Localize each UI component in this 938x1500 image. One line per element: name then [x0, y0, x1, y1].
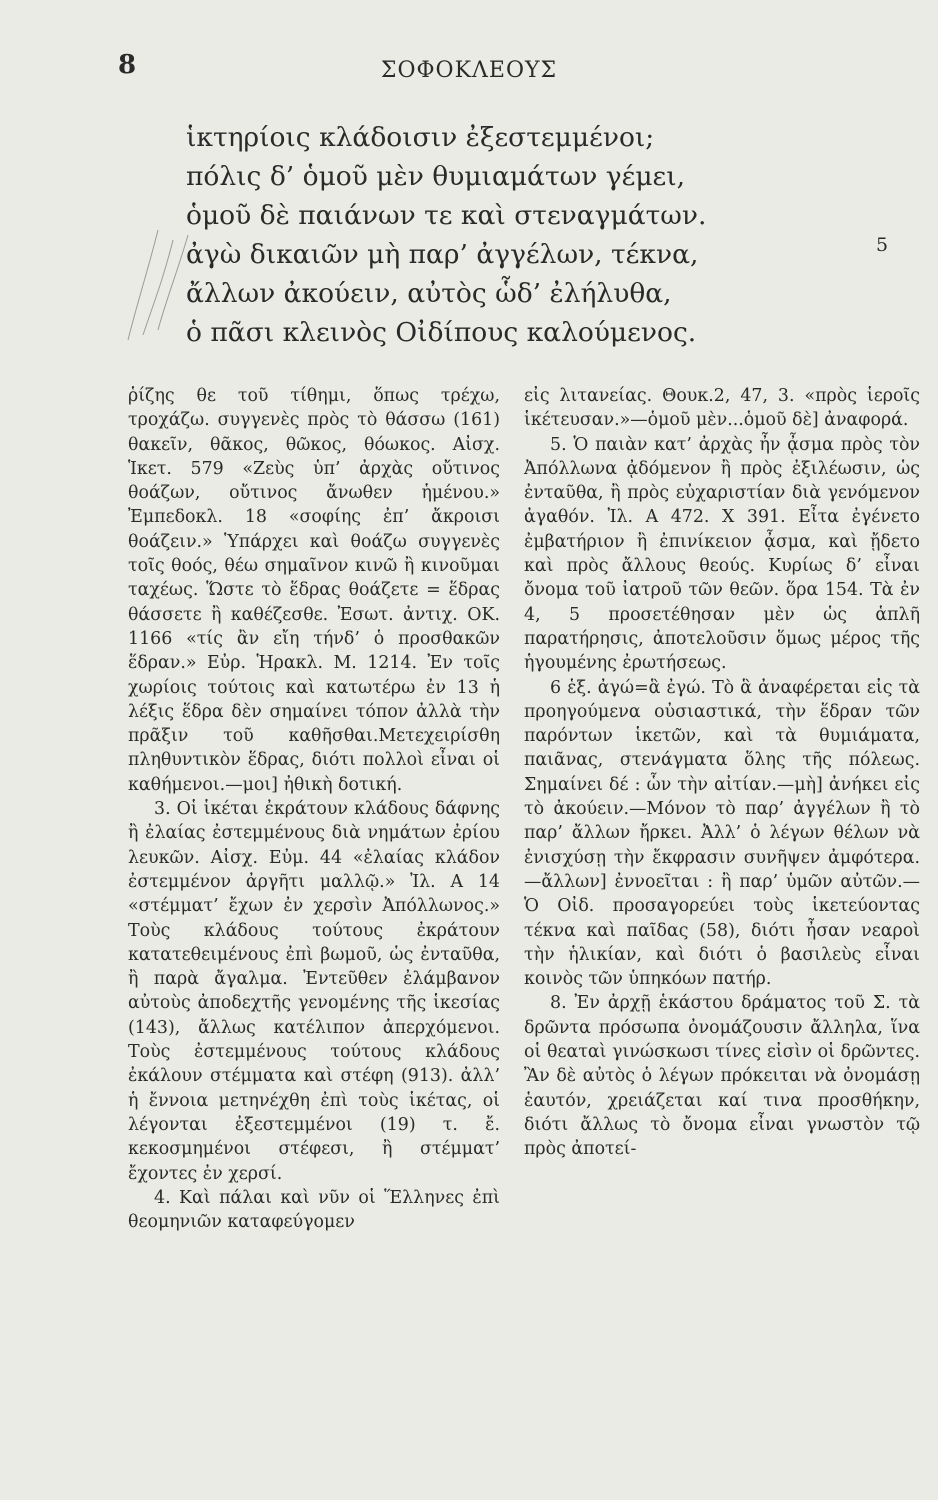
commentary-right-column: [524, 384, 920, 1162]
commentary-left-column: [128, 384, 500, 1234]
page-number: 8: [118, 50, 137, 80]
commentary-paragraph: 5. Ὁ παιὰν κατ’ ἀρχὰς ἦν ᾆσμα πρὸς τὸν Ἀπόλλωνα ᾀδόμενον ἢ πρὸς ἐξιλέωσιν, ὡς ἐνταῦθα, ἢ πρὸς εὐχαριστίαν διὰ γενόμενον ἀγαθόν. Ἰλ. Α 472. Χ 391. Εἶτα ἐγένετο ἐμβατήριον ἢ ἐπινίκειον ᾆσμα, καὶ ᾔδετο καὶ πρὸς ἄλλους θεούς. Κυρίως δ’ εἶναι ὄνομα τοῦ ἰατροῦ τῶν θεῶν. ὅρα 154. Τὰ ἐν 4, 5 προσετέθησαν μὲν ὡς ἁπλῆ παρατήρησις, ἀποτελοῦσιν ὅμως μέρος τῆς ἡγουμένης ἐρωτήσεως.: [524, 434, 920, 674]
commentary-paragraph: 3. Οἱ ἱκέται ἐκράτουν κλάδους δάφνης ἢ ἐλαίας ἐστεμμένους διὰ νημάτων ἐρίου λευκῶν. Αἰσχ. Εὐμ. 44 «ἐλαίας κλάδον ἐστεμμένον ἀργῆτι μαλλῷ.» Ἰλ. Α 14 «στέμματ’ ἔχων ἐν χερσὶν Ἀπόλλωνος.» Τοὺς κλάδους τούτους ἐκράτουν κατατεθειμένους ἐπὶ βωμοῦ, ὡς ἐνταῦθα, ἢ παρὰ ἄγαλμα. Ἐντεῦθεν ἐλάμβανον αὐτοὺς ἀποδεχτῆς γενομένης τῆς ἱκεσίας (143), ἄλλως κατέλιπον ἀπερχόμενοι. Τοὺς ἐστεμμένους τούτους κλάδους ἐκάλουν στέμματα καὶ στέφη (913). ἀλλ’ ἡ ἔννοια μετηνέχθη ἐπὶ τοὺς ἱκέτας, οἱ λέγονται ἐξεστεμμένοι (19) τ. ἔ. κεκοσμημένοι στέφεσι, ἢ στέμματ’ ἔχοντες ἐν χερσί.: [128, 799, 500, 1184]
verse-line: ἱκτηρίοις κλάδοισιν ἐξεστεμμένοι;: [186, 122, 655, 153]
verse-line: πόλις δ’ ὁμοῦ μὲν θυμιαμάτων γέμει,: [186, 161, 686, 192]
verse-line: ἀγὼ δικαιῶν μὴ παρ’ ἀγγέλων, τέκνα,: [186, 239, 699, 270]
commentary-paragraph: 6 ἑξ. ἀγώ=ἃ ἐγώ. Τὸ ἃ ἀναφέρεται εἰς τὰ προηγούμενα οὐσιαστικά, τὴν ἕδραν τῶν παρόντων ἱκετῶν, καὶ τὰ θυμιάματα, παιᾶνας, στενάγματα ὅλης τῆς πόλεως. Σημαίνει δέ : ὧν τὴν αἰτίαν.—μὴ] ἀνήκει εἰς τὸ ἀκούειν.—Μόνον τὸ παρ’ ἀγγέλων ἢ τὸ παρ’ ἄλλων ἤρκει. Ἀλλ’ ὁ λέγων θέλων νὰ ἐνισχύσῃ τὴν ἔκφρασιν συνῆψεν ἀμφότερα.—ἄλλων] ἐννοεῖται : ἢ παρ’ ὑμῶν αὐτῶν.—Ὁ Οἰδ. προσαγορεύει τοὺς ἱκετεύοντας τέκνα καὶ παῖδας (58), διότι ἦσαν νεαροὶ τὴν ἡλικίαν, καὶ διότι ὁ βασιλεὺς εἶναι κοινὸς τῶν ὑπηκόων πατήρ.: [524, 677, 920, 990]
commentary-paragraph: 4. Καὶ πάλαι καὶ νῦν οἱ Ἕλληνες ἐπὶ θεομηνιῶν καταφεύγομεν: [128, 1187, 500, 1233]
running-title: ΣΟΦΟΚΛΕΟΥΣ: [380, 58, 558, 83]
verse-line: ὁ πᾶσι κλεινὸς Οἰδίπους καλούμενος.: [186, 317, 697, 348]
verse-block: [186, 118, 826, 352]
verse-line-number: 5: [876, 234, 889, 256]
verse-line: ὁμοῦ δὲ παιάνων τε καὶ στεναγμάτων.: [186, 200, 707, 231]
verse-line: ἄλλων ἀκούειν, αὐτὸς ὧδ’ ἐλήλυθα,: [186, 278, 672, 309]
commentary-paragraph: εἰς λιτανείας. Θουκ.2, 47, 3. «πρὸς ἱεροῖς ἱκέτευσαν.»—ὁμοῦ μὲν...ὁμοῦ δὲ] ἀναφορά.: [524, 386, 920, 431]
commentary-paragraph: ῥίζης θε τοῦ τίθημι, ὅπως τρέχω, τροχάζω. συγγενὲς πρὸς τὸ θάσσω (161) θακεῖν, θᾶκος, θῶκος, θόωκος. Αἰσχ. Ἱκετ. 579 «Ζεὺς ὑπ’ ἀρχὰς οὔτινος θοάζων, οὔτινος ἄνωθεν ἡμένου.» Ἐμπεδοκλ. 18 «σοφίης ἐπ’ ἄκροισι θοάζειν.» Ὑπάρχει καὶ θοάζω συγγενὲς τοῖς θοός, θέω σημαῖνον κινῶ ἢ κινοῦμαι ταχέως. Ὥστε τὸ ἕδρας θοάζετε = ἕδρας θάσσετε ἢ καθέζεσθε. Ἐσωτ. ἀντιχ. ΟΚ. 1166 «τίς ἂν εἴη τήνδ’ ὁ προσθακῶν ἕδραν.» Εὐρ. Ἡρακλ. Μ. 1214. Ἐν τοῖς χωρίοις τούτοις καὶ κατωτέρω ἐν 13 ἡ λέξις ἕδρα δὲν σημαίνει τόπον ἀλλὰ τὴν πρᾶξιν τοῦ καθῆσθαι.Μετεχειρίσθη πληθυντικὸν ἕδρας, διότι πολλοὶ εἶναι οἱ καθήμενοι.—μοι] ἠθικὴ δοτική.: [128, 386, 500, 795]
commentary-paragraph: 8. Ἐν ἀρχῇ ἑκάστου δράματος τοῦ Σ. τὰ δρῶντα πρόσωπα ὀνομάζουσιν ἄλληλα, ἵνα οἱ θεαταὶ γινώσκωσι τίνες εἰσὶν οἱ δρῶντες. Ἂν δὲ αὐτὸς ὁ λέγων πρόκειται νὰ ὀνομάσῃ ἑαυτόν, χρειάζεται καί τινα προσθήκην, διότι ἄλλως τὸ ὄνομα εἶναι γνωστὸν τῷ πρὸς ἀποτεί-: [524, 993, 920, 1160]
